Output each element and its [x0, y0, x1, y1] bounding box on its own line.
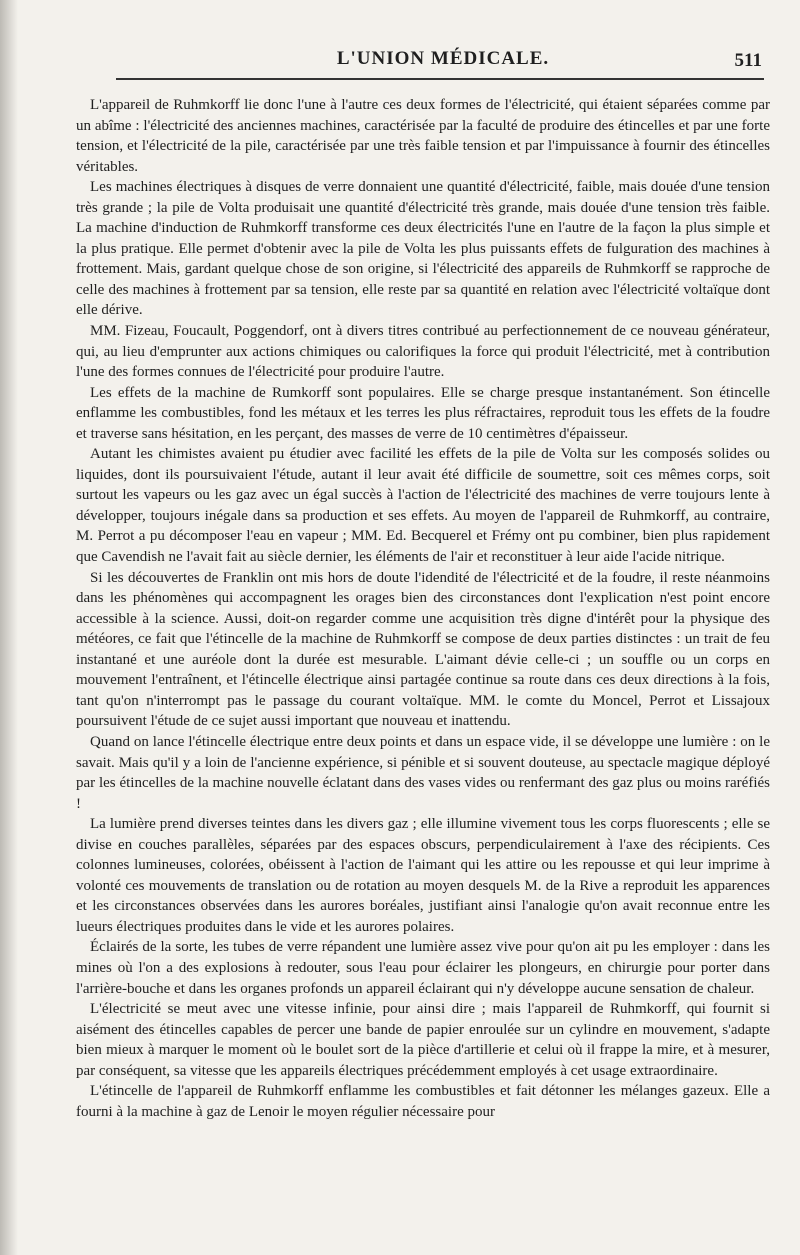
paragraph: La lumière prend diverses teintes dans les divers gaz ; elle illumine vivement tous les corps fluorescents ; elle se divise en couches parallèles, séparées par des espaces obscurs, perpendiculairement à l'axe des récipients. Ces colonnes lumineuses, colorées, obéissent à l'action de l'aimant qui les attire ou les repousse et qui leur imprime à volonté ces mouvements de translation ou de rotation au moyen desquels M. de la Rive a reproduit les apparences et les circonstances observées dans les aurores boréales, justifiant ainsi l'analogie qu'on avait reconnue entre les lueurs électriques produites dans le vide et les aurores polaires. [76, 816, 770, 935]
page-edge-shadow [0, 0, 18, 1255]
paragraph: L'appareil de Ruhmkorff lie donc l'une à l'autre ces deux formes de l'électricité, qui étaient séparées comme par un abîme : l'électricité des anciennes machines, caractérisée par la faculté de produire des étincelles et par une forte tension, et l'électricité de la pile, caractérisée par une très faible tension et par l'impuissance à fournir des étincelles véritables. [76, 97, 770, 175]
paragraph: L'électricité se meut avec une vitesse infinie, pour ainsi dire ; mais l'appareil de Ruhmkorff, qui fournit si aisément des étincelles capables de percer une bande de papier enroulée sur un cylindre en mouvement, s'adapte bien mieux à marquer le moment où le boulet sort de la pièce d'artillerie et celui où il frappe la mire, et à mesurer, par conséquent, sa vitesse que les appareils électriques précédemment employés à cet usage extraordinaire. [76, 1001, 770, 1079]
paragraph: Les effets de la machine de Rumkorff sont populaires. Elle se charge presque instantanément. Son étincelle enflamme les combustibles, fond les métaux et les terres les plus réfractaires, reproduit tous les effets de la foudre et traverse sans hésitation, en les perçant, des masses de verre de 10 centimètres d'épaisseur. [76, 384, 770, 442]
paragraph: Si les découvertes de Franklin ont mis hors de doute l'idendité de l'électricité et de la foudre, il reste néanmoins dans les phénomènes qui accompagnent les orages bien des circonstances dont l'explication n'est point encore accessible à la science. Aussi, doit-on regarder comme une acquisition très digne d'intérêt pour la physique des météores, ce fait que l'étincelle de la machine de Ruhmkorff se compose de deux parties distinctes : un trait de feu instantané et une auréole dont la durée est mesurable. L'aimant dévie celle-ci ; un souffle ou un corps en mouvement l'entraînent, et l'étincelle électrique ainsi partagée continue sa route dans ces deux directions à la fois, tant qu'on n'interrompt pas le passage du courant voltaïque. MM. le comte du Moncel, Perrot et Lissajoux poursuivent l'étude de ce sujet aussi important que nouveau et inattendu. [76, 569, 770, 730]
page-header [76, 46, 770, 78]
paragraph: Les machines électriques à disques de verre donnaient une quantité d'électricité, faible, mais douée d'une tension très grande ; la pile de Volta produisait une quantité d'électricité très grande, mais douée d'une tension très faible. La machine d'induction de Ruhmkorff transforme ces deux électricités l'une en l'autre de la façon la plus simple et la plus pratique. Elle permet d'obtenir avec la pile de Volta les plus puissants effets de fulguration des machines à frottement. Mais, gardant quelque chose de son origine, si l'électricité des appareils de Ruhmkorff se rapproche de celle des machines à frottement par sa tension, elle reste par sa quantité en relation avec l'électricité voltaïque dont elle dérive. [76, 179, 770, 319]
page-number: 511 [734, 50, 762, 71]
body-text [76, 95, 770, 1122]
paragraph: Éclairés de la sorte, les tubes de verre répandent une lumière assez vive pour qu'on ait pu les employer : dans les mines où l'on a des explosions à redouter, sous l'eau pour éclairer les plongeurs, en chirurgie pour porter dans l'arrière-bouche et dans les organes profonds un appareil éclairant qui n'y développe aucune sensation de chaleur. [76, 939, 770, 997]
paragraph: Quand on lance l'étincelle électrique entre deux points et dans un espace vide, il se développe une lumière : on le savait. Mais qu'il y a loin de l'ancienne expérience, si pénible et si souvent douteuse, au spectacle magique déployé par les étincelles de la machine nouvelle éclatant dans des vases vides ou renfermant des gaz plus ou moins raréfiés ! [76, 733, 770, 812]
paragraph: Autant les chimistes avaient pu étudier avec facilité les effets de la pile de Volta sur les composés solides ou liquides, dont ils poursuivaient l'étude, autant il leur avait été difficile de soumettre, soit ces mêmes corps, soit surtout les vapeurs ou les gaz avec un égal succès à l'action de l'électricité des machines de verre toujours lente à développer, toujours inégale dans sa production et ses effets. Au moyen de l'appareil de Ruhmkorff, au contraire, M. Perrot a pu décomposer l'eau en vapeur ; MM. Ed. Becquerel et Frémy ont pu combiner, bien plus rapidement que Cavendish ne l'avait fait au siècle dernier, les éléments de l'air et reconstituer à leur aide l'acide nitrique. [76, 446, 770, 566]
paragraph: MM. Fizeau, Foucault, Poggendorf, ont à divers titres contribué au perfectionnement de ce nouveau générateur, qui, au lieu d'emprunter aux actions chimiques ou calorifiques la force qui produit l'électricité, met à contribution l'une des formes connues de l'électricité pour produire l'autre. [76, 323, 770, 381]
header-rule [116, 78, 764, 80]
running-title: L'UNION MÉDICALE. [336, 48, 550, 69]
paragraph: L'étincelle de l'appareil de Ruhmkorff enflamme les combustibles et fait détonner les mélanges gazeux. Elle a fourni à la machine à gaz de Lenoir le moyen régulier nécessaire pour [76, 1083, 770, 1120]
